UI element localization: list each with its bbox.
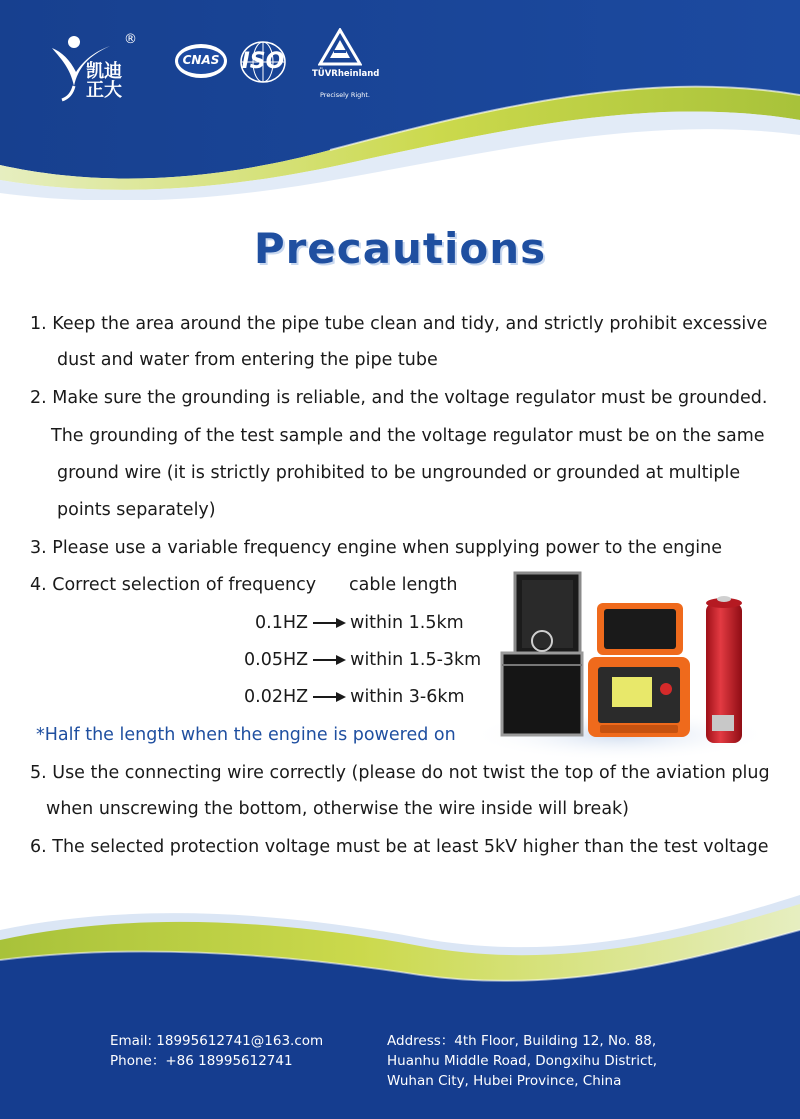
cable-length-value: within 1.5km bbox=[349, 613, 464, 633]
item-2-line-4: points separately) bbox=[57, 500, 216, 520]
freq-row bbox=[255, 613, 464, 633]
cnas-badge bbox=[175, 44, 227, 78]
address-line-1: Address：4th Floor, Building 12, No. 88, bbox=[387, 1033, 657, 1049]
contact-email: Email: 18995612741@163.com bbox=[110, 1033, 324, 1049]
freq-value: 0.02HZ bbox=[244, 687, 309, 707]
item-2-line-2: The grounding of the test sample and the voltage regulator must be on the same bbox=[51, 426, 765, 446]
arrow-right-icon bbox=[312, 655, 346, 665]
item-4-cable-length-heading: cable length bbox=[349, 575, 458, 595]
registered-mark: ® bbox=[124, 32, 137, 47]
contact-block bbox=[110, 1031, 323, 1071]
freq-value: 0.1HZ bbox=[255, 613, 308, 633]
product-photo bbox=[470, 565, 770, 765]
tuv-triangle-icon bbox=[318, 28, 362, 66]
logo-chinese-name bbox=[86, 62, 122, 100]
item-1-line-1: 1. Keep the area around the pipe tube clean and tidy, and strictly prohibit excessive bbox=[30, 314, 768, 334]
address-block bbox=[387, 1031, 657, 1091]
logo-cn-line1: 凯迪 bbox=[86, 61, 122, 82]
item-5-line-1: 5. Use the connecting wire correctly (please do not twist the top of the aviation plug bbox=[30, 763, 770, 783]
item-6-line-1: 6. The selected protection voltage must be at least 5kV higher than the test voltage bbox=[30, 837, 769, 857]
iso-badge bbox=[236, 40, 290, 84]
arrow-right-icon bbox=[312, 692, 346, 702]
iso-label: ISO bbox=[241, 49, 285, 74]
item-1-line-2: dust and water from entering the pipe tube bbox=[57, 350, 438, 370]
tuv-label: TÜVRheinland bbox=[312, 69, 380, 79]
cable-length-value: within 1.5-3km bbox=[350, 650, 482, 670]
cnas-label: CNAS bbox=[182, 53, 220, 67]
item-5-line-2: when unscrewing the bottom, otherwise the wire inside will break) bbox=[46, 799, 630, 819]
cable-length-value: within 3-6km bbox=[350, 687, 465, 707]
arrow-right-icon bbox=[312, 618, 346, 628]
half-length-note: *Half the length when the engine is powered on bbox=[36, 725, 456, 745]
address-line-2: Huanhu Middle Road, Dongxihu District, bbox=[387, 1053, 657, 1069]
item-2-line-3: ground wire (it is strictly prohibited to be ungrounded or grounded at multiple bbox=[57, 463, 741, 483]
item-3-line-1: 3. Please use a variable frequency engine when supplying power to the engine bbox=[30, 538, 723, 558]
address-line-3: Wuhan City, Hubei Province, China bbox=[387, 1073, 622, 1089]
contact-phone: Phone：+86 18995612741 bbox=[110, 1053, 293, 1069]
freq-value: 0.05HZ bbox=[244, 650, 309, 670]
tuv-slogan: Precisely Right. bbox=[320, 91, 371, 99]
freq-row bbox=[244, 650, 481, 670]
item-2-line-1: 2. Make sure the grounding is reliable, and the voltage regulator must be grounded. bbox=[30, 388, 768, 408]
page-title: Precautions bbox=[253, 224, 547, 273]
logo-cn-line2: 正大 bbox=[86, 80, 122, 101]
freq-row bbox=[244, 687, 465, 707]
item-4-label: 4. Correct selection of frequency bbox=[30, 575, 317, 595]
